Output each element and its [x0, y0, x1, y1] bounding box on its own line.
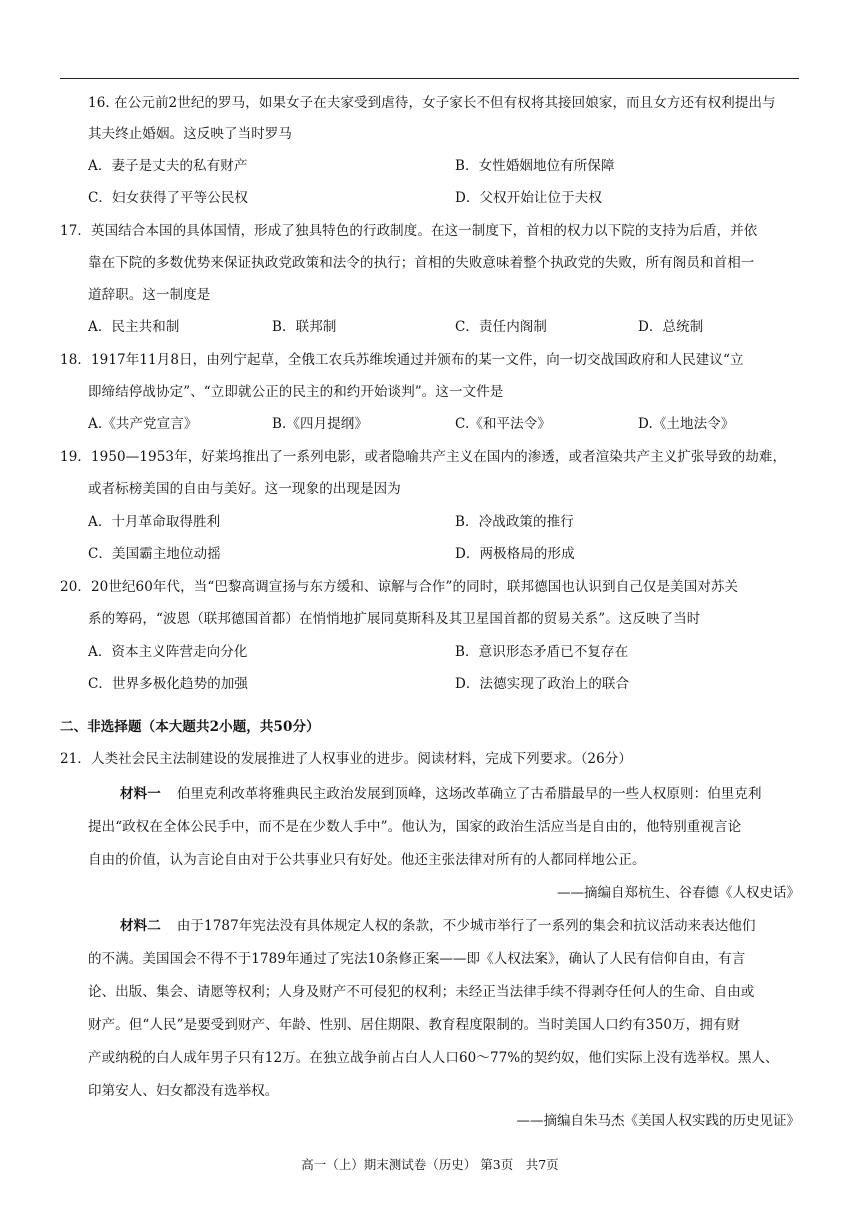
q19-stem-line1: 19．1950—1953年，好莱坞推出了一系列电影，或者隐喻共产主义在国内的渗透，或者渲染共产主义扩张导致的劫难，	[60, 449, 787, 465]
material2-label: 材料二	[120, 918, 161, 934]
q19-option-c: C．美国霸主地位动摇	[88, 546, 221, 562]
material2-line5: 产或纳税的白人成年男子只有12万。在独立战争前占白人人口60～77%的契约奴，他们实际上没有选举权。黑人、	[88, 1050, 779, 1066]
section2-heading: 二、非选择题（本大题共2小题，共50分）	[60, 719, 320, 735]
q17-option-b: B．联邦制	[272, 319, 337, 335]
q18-option-c: C.《和平法令》	[455, 416, 551, 432]
material1-line3: 自由的价值，认为言论自由对于公共事业只有好处。他还主张法律对所有的人都同样地公正。	[88, 852, 646, 868]
q20-stem-line2: 系的筹码，“波恩（联邦德国首都）在悄悄地扩展同莫斯科及其卫星国首都的贸易关系”。这反映了当时	[88, 611, 701, 627]
material2-line1	[120, 917, 756, 935]
q20-option-b: B．意识形态矛盾已不复存在	[455, 644, 629, 660]
material2-line4: 财产。但“人民”是要受到财产、年龄、性别、居住期限、教育程度限制的。当时美国人口约有350万，拥有财	[88, 1017, 741, 1033]
page-footer: 高一（上）期末测试卷（历史） 第3页 共7页	[301, 1157, 559, 1172]
material2-source: ——摘编自朱马杰《美国人权实践的历史见证》	[516, 1113, 800, 1129]
material1-text1: 伯里克利改革将雅典民主政治发展到顶峰，这场改革确立了古希腊最早的一些人权原则：伯里克利	[176, 786, 762, 802]
q18-option-b: B.《四月提纲》	[272, 416, 369, 432]
material2-line2: 的不满。美国国会不得不于1789年通过了宪法10条修正案——即《人权法案》，确认了人民有信仰自由，有言	[88, 951, 746, 967]
material1-label: 材料一	[120, 786, 161, 802]
q20-option-c: C．世界多极化趋势的加强	[88, 676, 249, 692]
q20-stem-line1: 20．20世纪60年代，当“巴黎高调宣扬与东方缓和、谅解与合作”的同时，联邦德国也认识到自己仅是美国对苏关	[60, 579, 739, 595]
q18-option-d: D.《土地法令》	[638, 416, 735, 432]
q16-option-d: D．父权开始让位于夫权	[455, 190, 602, 206]
q17-option-a: A．民主共和制	[88, 319, 180, 335]
q18-stem-line2: 即缔结停战协定”、“立即就公正的民主的和约开始谈判”。这一文件是	[88, 384, 504, 400]
q16-stem-line2: 其夫终止婚姻。这反映了当时罗马	[88, 126, 292, 142]
material1-source: ——摘编自郑杭生、谷春德《人权史话》	[557, 885, 800, 901]
q18-option-a: A.《共产党宣言》	[88, 416, 198, 432]
material2-text1: 由于1787年宪法没有具体规定人权的条款，不少城市举行了一系列的集会和抗议活动来表达他们	[176, 918, 756, 934]
q19-option-b: B．冷战政策的推行	[455, 514, 574, 530]
q16-option-b: B．女性婚姻地位有所保障	[455, 158, 615, 174]
q20-option-d: D．法德实现了政治上的联合	[455, 676, 630, 692]
q16-option-a: A．妻子是丈夫的私有财产	[88, 158, 248, 174]
material1-line1	[120, 785, 762, 803]
q17-stem-line3: 道辞职。这一制度是	[88, 287, 211, 303]
q20-option-a: A．资本主义阵营走向分化	[88, 644, 248, 660]
q21-stem: 21．人类社会民主法制建设的发展推进了人权事业的进步。阅读材料，完成下列要求。（26分）	[60, 751, 633, 767]
q18-stem-line1: 18．1917年11月8日，由列宁起草，全俄工农兵苏维埃通过并颁布的某一文件，向一切交战国政府和人民建议“立	[60, 352, 744, 368]
q16-stem-line1: 16. 在公元前2世纪的罗马，如果女子在夫家受到虐待，女子家长不但有权将其接回娘家，而且女方还有权利提出与	[88, 95, 776, 111]
material2-line3: 论、出版、集会、请愿等权利；人身及财产不可侵犯的权利；未经正当法律手续不得剥夺任何人的生命、自由或	[88, 984, 755, 1000]
q19-stem-line2: 或者标榜美国的自由与美好。这一现象的出现是因为	[88, 481, 401, 497]
q17-option-c: C．责任内阁制	[455, 319, 548, 335]
material2-line6: 印第安人、妇女都没有选举权。	[88, 1083, 279, 1099]
q16-option-c: C．妇女获得了平等公民权	[88, 190, 249, 206]
q17-option-d: D．总统制	[638, 319, 704, 335]
material1-line2: 提出“政权在全体公民手中，而不是在少数人手中”。他认为，国家的政治生活应当是自由的，他特别重视言论	[88, 819, 742, 835]
q19-option-a: A．十月革命取得胜利	[88, 514, 221, 530]
q19-option-d: D．两极格局的形成	[455, 546, 575, 562]
header-rule	[60, 78, 799, 79]
q17-stem-line2: 靠在下院的多数优势来保证执政党政策和法令的执行；首相的失败意味着整个执政党的失败，所有阁员和首相一	[88, 255, 755, 271]
q17-stem-line1: 17．英国结合本国的具体国情，形成了独具特色的行政制度。在这一制度下，首相的权力以下院的支持为后盾，并依	[60, 223, 758, 239]
